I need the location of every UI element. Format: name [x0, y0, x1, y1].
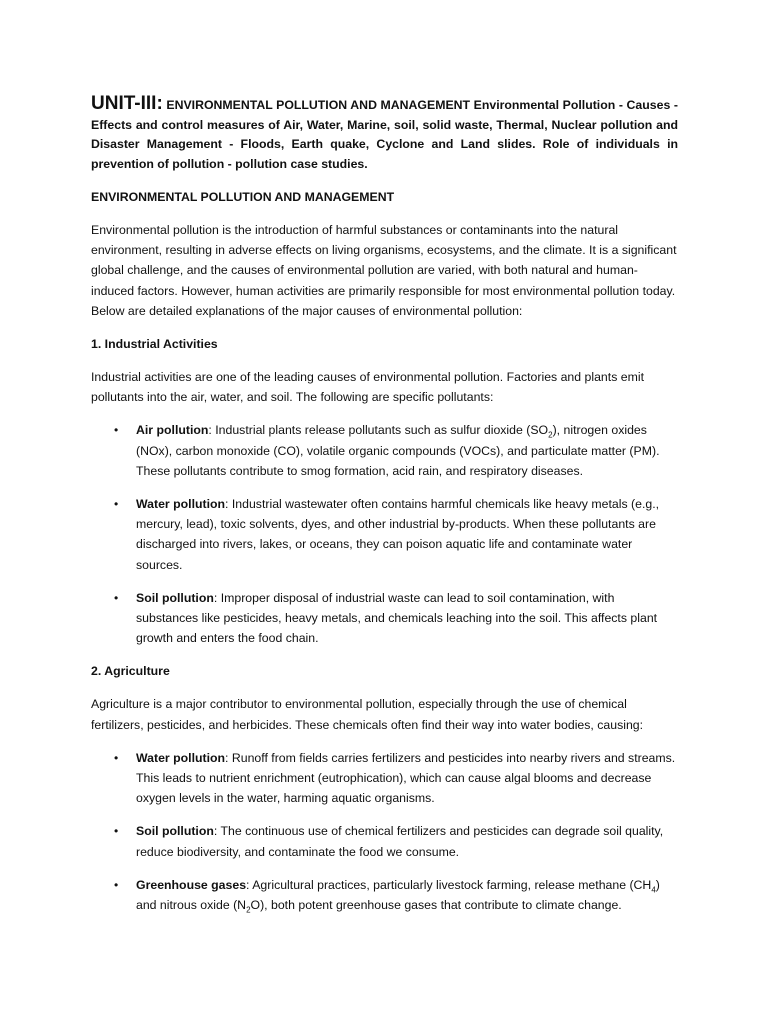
item-term: Soil pollution	[136, 824, 214, 839]
item-term: Greenhouse gases	[136, 877, 247, 892]
item-text: ), nitrogen oxides (NOx), carbon monoxide (CO), volatile organic compounds (VOCs), and particulate matter (PM). These pollutants contribute to smog formation, acid rain, and respiratory diseases.	[136, 423, 660, 478]
subscript: 2	[548, 430, 553, 440]
subscript: 4	[651, 885, 656, 895]
list-item	[91, 494, 678, 575]
bullet-icon: •	[114, 824, 119, 839]
subscript: 2	[246, 905, 251, 915]
unit-description: ENVIRONMENTAL POLLUTION AND MANAGEMENT Environmental Pollution - Causes - Effects and control measures of Air, Water, Marine, soil, solid waste, Thermal, Nuclear pollution and Disaster Management - Floods, Earth quake, Cyclone and Land slides. Role of individuals in prevention of pollution - pollution case studies.	[91, 98, 678, 171]
bullet-icon: •	[114, 423, 119, 438]
item-text: O), both potent greenhouse gases that contribute to climate change.	[250, 898, 622, 913]
unit-title: UNIT-III:	[91, 93, 163, 114]
item-text: ) and nitrous oxide (N	[136, 877, 660, 913]
list-item	[91, 420, 678, 481]
industrial-list	[91, 420, 678, 648]
item-text: : The continuous use of chemical fertilizers and pesticides can degrade soil quality, reduce biodiversity, and contaminate the food we consume.	[136, 824, 664, 859]
item-term: Soil pollution	[136, 590, 214, 605]
industrial-intro: Industrial activities are one of the leading causes of environmental pollution. Factories and plants emit pollutants into the air, water, and soil. The following are specific pollutants:	[91, 370, 644, 405]
item-term: Water pollution	[136, 497, 226, 512]
agriculture-intro: Agriculture is a major contributor to environmental pollution, especially through the use of chemical fertilizers, pesticides, and herbicides. These chemicals often find their way into water bodies, causing:	[91, 697, 644, 732]
item-text: : Agricultural practices, particularly livestock farming, release methane (CH	[246, 877, 652, 892]
bullet-icon: •	[114, 877, 119, 892]
industrial-heading: 1. Industrial Activities	[91, 337, 218, 352]
list-item	[91, 748, 678, 809]
item-term: Water pollution	[136, 750, 226, 765]
bullet-icon: •	[114, 750, 119, 765]
list-item	[91, 875, 678, 915]
item-text: : Runoff from fields carries fertilizers and pesticides into nearby rivers and streams. This leads to nutrient enrichment (eutrophication), which can cause algal blooms and decrease oxygen levels in the water, harming aquatic organisms.	[136, 750, 676, 806]
list-item	[91, 588, 678, 649]
item-term: Air pollution	[136, 423, 209, 438]
item-text: : Improper disposal of industrial waste can lead to soil contamination, with substances like pesticides, heavy metals, and chemicals leaching into the soil. This affects plant growth and enters the food chain.	[136, 590, 658, 646]
item-text: : Industrial wastewater often contains harmful chemicals like heavy metals (e.g., mercury, lead), toxic solvents, dyes, and other industrial by-products. When these pollutants are discharged into rivers, lakes, or oceans, they can poison aquatic life and contaminate water sources.	[136, 497, 660, 572]
section-heading: ENVIRONMENTAL POLLUTION AND MANAGEMENT	[91, 190, 395, 204]
bullet-icon: •	[114, 590, 119, 605]
item-text: : Industrial plants release pollutants such as sulfur dioxide (SO	[208, 423, 549, 438]
list-item	[91, 821, 678, 861]
intro-paragraph: Environmental pollution is the introduction of harmful substances or contaminants into the natural environment, resulting in adverse effects on living organisms, ecosystems, and the climate. It is a significant global challenge, and the causes of environmental pollution are varied, with both natural and human-induced factors. However, human activities are primarily responsible for most environmental pollution today. Below are detailed explanations of the major causes of environmental pollution:	[91, 223, 677, 318]
bullet-icon: •	[114, 497, 119, 512]
agriculture-heading: 2. Agriculture	[91, 664, 170, 679]
agriculture-list	[91, 748, 678, 915]
unit-header	[91, 94, 678, 174]
